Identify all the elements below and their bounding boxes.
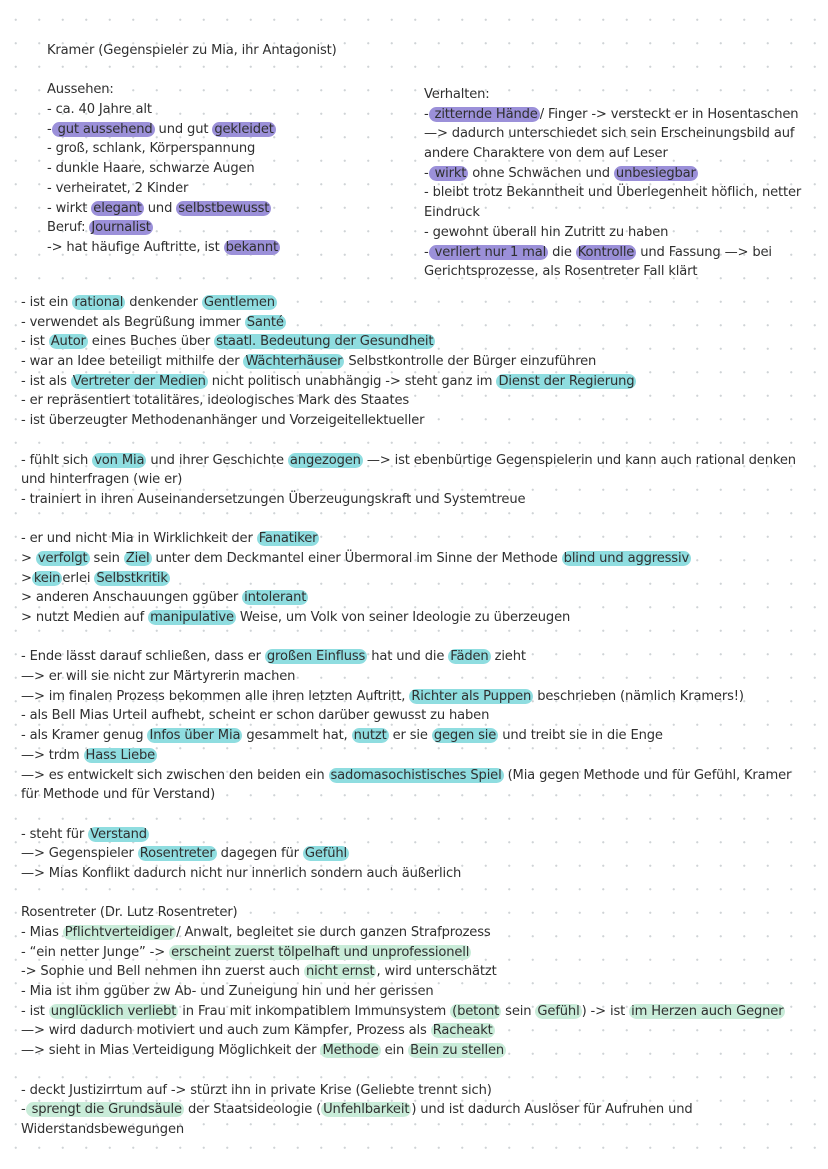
- note-text: - Ende lässt darauf schließen, dass er: [21, 649, 265, 665]
- highlighted-text: manipulative: [150, 610, 234, 625]
- highlighted-text: blind und aggressiv: [563, 550, 690, 566]
- verhalten-item: [424, 262, 801, 282]
- highlighted-text: intolerant: [244, 590, 307, 606]
- note-line: [21, 1002, 811, 1022]
- note-text: -: [424, 106, 429, 122]
- note-text: - “ein netter Junge” ->: [21, 944, 170, 960]
- note-text: / Finger -> versteckt er in Hosentaschen: [539, 106, 799, 122]
- highlighted-text: Bein zu stellen: [410, 1043, 505, 1059]
- note-text: - als Kramer genug: [21, 728, 148, 744]
- note-text: in Frau mit inkompatiblem Immunsystem: [178, 1003, 451, 1019]
- note-text: —> Mias Konflikt dadurch nicht nur innerlich sondern auch äußerlich: [21, 865, 462, 881]
- note-text: —> Gegenspieler: [21, 846, 138, 862]
- note-line: [21, 766, 811, 786]
- note-line: [21, 490, 811, 510]
- note-text: —> wird dadurch motiviert und auch zum Kämpfer, Prozess als: [21, 1023, 431, 1039]
- highlighted-text: erscheint zuerst tölpelhaft und unprofessionell: [171, 944, 470, 960]
- note-text: dagegen für: [216, 846, 303, 862]
- note-text: und: [143, 200, 177, 216]
- note-text: >: [21, 570, 32, 586]
- note-text: und ihrer Geschichte: [146, 452, 288, 468]
- note-line: [21, 785, 811, 805]
- verhalten-item: [424, 223, 801, 243]
- header-block: [47, 41, 337, 258]
- note-line: [21, 451, 811, 471]
- highlighted-text: nicht ernst: [305, 964, 375, 980]
- note-text: - deckt Justizirrtum auf -> stürzt ihn in private Krise (Geliebte trennt sich): [21, 1082, 492, 1098]
- note-text: Gerichtsprozesse, als Rosentreter Fall klärt: [424, 264, 698, 280]
- note-line: [21, 687, 811, 707]
- note-line: [21, 569, 811, 589]
- highlighted-text: selbstbewusst: [178, 200, 270, 216]
- note-text: -: [47, 121, 52, 137]
- note-line: [21, 647, 811, 667]
- highlighted-text: Unfehlbarkeit: [323, 1102, 410, 1118]
- highlighted-text: sadomasochistisches Spiel: [330, 767, 502, 783]
- highlighted-text: Ziel: [125, 550, 150, 566]
- aussehen-item: [47, 120, 337, 140]
- highlighted-text: Rosentreter: [139, 846, 215, 862]
- blank-line: [21, 628, 811, 648]
- highlighted-text: rational: [74, 295, 124, 310]
- note-text: - als Bell Mias Urteil aufhebt, scheint er schon darüber gewusst zu haben: [21, 708, 490, 724]
- note-text: - verheiratet, 2 Kinder: [47, 180, 189, 196]
- note-text: - ist als: [21, 373, 71, 389]
- note-text: zieht: [490, 649, 526, 665]
- note-text: - Mia ist ihm ggüber zw Ab- und Zuneigung hin und her gerissen: [21, 984, 434, 1000]
- note-text: und Fassung —> bei: [636, 244, 772, 260]
- note-text: —> es entwickelt sich zwischen den beiden ein: [21, 767, 329, 783]
- note-text: für Methode und für Verstand): [21, 787, 216, 803]
- aussehen-heading: Aussehen:: [47, 82, 114, 98]
- note-line: [21, 923, 811, 943]
- note-text: Widerstandsbewegungen: [21, 1121, 185, 1137]
- note-text: -: [424, 244, 429, 260]
- verhalten-item: [424, 243, 801, 263]
- note-text: sein: [89, 550, 124, 566]
- note-text: Eindruck: [424, 205, 480, 221]
- note-text: -: [21, 1102, 26, 1118]
- verhalten-item: [424, 144, 801, 164]
- note-text: - steht für: [21, 826, 89, 842]
- note-line: [21, 962, 811, 982]
- note-text: eines Buches über: [87, 334, 215, 350]
- highlighted-text: wirkt: [430, 165, 467, 181]
- highlighted-text: Autor: [50, 334, 86, 350]
- note-text: - ist: [21, 1003, 49, 1019]
- note-text: - ist überzeugter Methodenanhänger und Vorzeigeitellektueller: [21, 413, 425, 429]
- note-line: [21, 982, 811, 1002]
- note-text: > nutzt Medien auf: [21, 610, 149, 625]
- note-line: [21, 1041, 811, 1061]
- note-text: -> hat häufige Auftritte, ist: [47, 239, 224, 255]
- note-text: (Mia gegen Methode und für Gefühl, Kramer: [503, 767, 792, 783]
- highlighted-text: Richter als Puppen: [411, 688, 532, 704]
- highlighted-text: gut aussehend: [53, 121, 153, 137]
- note-line: [21, 411, 811, 431]
- note-text: / Anwalt, begleitet sie durch ganzen Strafprozess: [176, 925, 491, 940]
- note-line: [21, 1100, 811, 1120]
- note-text: hat und die: [367, 649, 449, 665]
- highlighted-text: Selbstkritik: [96, 570, 168, 586]
- highlighted-text: Fäden: [450, 649, 489, 665]
- note-text: - ca. 40 Jahre alt: [47, 102, 152, 118]
- note-text: - dunkle Haare, schwarze Augen: [47, 161, 255, 177]
- note-text: Selbstkontrolle der Bürger einzuführen: [344, 354, 597, 370]
- note-text: —> trdm: [21, 747, 84, 763]
- note-line: [21, 864, 811, 884]
- note-text: —> ist ebenbürtige Gegenspielerin und kann auch rational denken: [362, 452, 796, 468]
- highlighted-text: gegen sie: [433, 728, 497, 744]
- note-text: ) -> ist: [581, 1003, 630, 1019]
- highlighted-text: Fanatiker: [258, 531, 318, 547]
- highlighted-text: unglücklich verliebt: [50, 1003, 177, 1019]
- note-text: erlei: [62, 570, 95, 586]
- note-text: und treibt sie in die Enge: [498, 728, 663, 744]
- note-line: [21, 706, 811, 726]
- highlighted-text: staatl. Bedeutung der Gesundheit: [216, 334, 434, 350]
- note-text: , wird unterschätzt: [376, 964, 497, 980]
- note-text: —> er will sie nicht zur Märtyrerin machen: [21, 669, 296, 685]
- blank-line: [21, 884, 811, 904]
- note-text: —> sieht in Mias Verteidigung Möglichkeit der: [21, 1043, 321, 1059]
- note-text: Beruf:: [47, 220, 90, 236]
- aussehen-item: [47, 159, 337, 179]
- verhalten-item: [424, 183, 801, 203]
- note-text: denkender: [125, 295, 202, 310]
- note-text: andere Charaktere von dem auf Leser: [424, 146, 668, 162]
- verhalten-item: [424, 124, 801, 144]
- aussehen-item: [47, 179, 337, 199]
- note-text: —> im finalen Prozess bekommen alle ihren letzten Auftritt,: [21, 688, 410, 704]
- note-text: nicht politisch unabhängig -> steht ganz im: [207, 373, 497, 389]
- note-text: der Staatsideologie (: [183, 1102, 322, 1118]
- aussehen-item: [47, 218, 337, 238]
- note-line: [21, 667, 811, 687]
- highlighted-text: von Mia: [94, 452, 145, 468]
- highlighted-text: zitternde Hände: [430, 106, 538, 122]
- highlighted-text: Methode: [322, 1043, 379, 1059]
- highlighted-text: Journalist: [91, 220, 151, 236]
- note-text: -> Sophie und Bell nehmen ihn zuerst auch: [21, 964, 304, 980]
- note-line: [21, 746, 811, 766]
- blank-line: [21, 805, 811, 825]
- aussehen-item: [47, 238, 337, 258]
- highlighted-text: nutzt: [353, 728, 387, 744]
- note-text: - ist ein: [21, 295, 73, 310]
- highlighted-text: Pflichtverteidiger: [64, 925, 175, 940]
- note-line: [21, 549, 811, 569]
- aussehen-item: [47, 100, 337, 120]
- note-text: ohne Schwächen und: [468, 165, 614, 181]
- highlighted-text: sprengt die Grundsäule: [27, 1102, 182, 1118]
- note-line: [21, 332, 811, 352]
- note-text: - fühlt sich: [21, 452, 93, 468]
- highlighted-text: Dienst der Regierung: [498, 373, 635, 389]
- note-text: gesammelt hat,: [242, 728, 352, 744]
- highlighted-text: Vertreter der Medien: [72, 373, 206, 389]
- note-text: - verwendet als Begrüßung immer: [21, 314, 245, 330]
- note-line: [21, 1021, 811, 1041]
- note-text: die: [548, 244, 576, 260]
- note-line: [21, 943, 811, 963]
- note-line: [21, 313, 811, 333]
- note-line: [21, 608, 811, 628]
- highlighted-text: großen Einfluss: [266, 649, 366, 665]
- note-text: - ist: [21, 334, 49, 350]
- highlighted-text: Kontrolle: [577, 244, 635, 260]
- note-text: - bleibt trotz Bekanntheit und Überlegenheit höflich, netter: [424, 185, 802, 201]
- note-text: > anderen Anschauungen ggüber: [21, 590, 243, 606]
- blank-line: [21, 1061, 811, 1081]
- aussehen-item: [47, 139, 337, 159]
- highlighted-text: Hass Liebe: [85, 747, 156, 763]
- highlighted-text: Gefühl: [304, 846, 348, 862]
- verhalten-block: [424, 85, 801, 282]
- note-text: ) und ist dadurch Auslöser für Aufruhen und: [411, 1102, 693, 1118]
- aussehen-item: [47, 199, 337, 219]
- highlighted-text: im Herzen auch Gegner: [631, 1003, 784, 1019]
- note-text: - er repräsentiert totalitäres, ideologisches Mark des Staates: [21, 393, 410, 409]
- note-line: [21, 391, 811, 411]
- verhalten-item: [424, 164, 801, 184]
- highlighted-text: gekleidet: [214, 121, 274, 137]
- highlighted-text: Gentlemen: [203, 295, 275, 310]
- note-line: [21, 1081, 811, 1101]
- note-line: [21, 470, 811, 490]
- highlighted-text: Wächterhäuser: [245, 354, 343, 370]
- highlighted-text: (betont: [452, 1003, 500, 1019]
- note-text: -: [424, 165, 429, 181]
- note-line: [21, 588, 811, 608]
- highlighted-text: elegant: [93, 200, 142, 216]
- note-text: und hinterfragen (wie er): [21, 472, 183, 488]
- note-text: - er und nicht Mia in Wirklichkeit der: [21, 531, 257, 547]
- verhalten-item: [424, 203, 801, 223]
- note-text: - groß, schlank, Körperspannung: [47, 141, 256, 157]
- note-text: - war an Idee beteiligt mithilfe der: [21, 354, 244, 370]
- note-line: [21, 293, 811, 313]
- verhalten-list: [424, 105, 801, 282]
- highlighted-text: Santé: [246, 314, 284, 330]
- highlighted-text: Gefühl: [537, 1003, 580, 1019]
- note-text: - trainiert in ihren Auseinandersetzungen Überzeugungskraft und Systemtreue: [21, 491, 526, 507]
- highlighted-text: angezogen: [289, 452, 361, 468]
- page-title: Kramer (Gegenspieler zu Mia, ihr Antagonist): [47, 43, 337, 58]
- highlighted-text: Racheakt: [432, 1023, 493, 1039]
- highlighted-text: unbesiegbar: [615, 165, 696, 181]
- highlighted-text: bekannt: [225, 239, 279, 255]
- highlighted-text: verliert nur 1 mal: [430, 244, 547, 260]
- note-text: er sie: [388, 728, 432, 744]
- note-text: unter dem Deckmantel einer Übermoral im Sinne der Methode: [151, 550, 562, 566]
- note-text: —> dadurch unterschiedet sich sein Erscheinungsbild auf: [424, 126, 795, 142]
- note-text: - gewohnt überall hin Zutritt zu haben: [424, 224, 669, 240]
- note-text: >: [21, 550, 36, 566]
- verhalten-heading: Verhalten:: [424, 87, 490, 102]
- note-line: [21, 726, 811, 746]
- note-text: Weise, um Volk von seiner Ideologie zu überzeugen: [235, 610, 571, 625]
- highlighted-text: Verstand: [90, 826, 147, 842]
- main-notes: [21, 293, 811, 1140]
- verhalten-item: [424, 105, 801, 125]
- note-line: [21, 529, 811, 549]
- blank-line: [21, 431, 811, 451]
- aussehen-list: [47, 100, 337, 258]
- note-line: [21, 825, 811, 845]
- highlighted-text: verfolgt: [37, 550, 88, 566]
- note-text: beschrieben (nämlich Kramers!): [533, 688, 744, 704]
- highlighted-text: Infos über Mia: [149, 728, 241, 744]
- note-line: [21, 903, 811, 923]
- note-text: und gut: [154, 121, 213, 137]
- note-text: - Mias: [21, 925, 63, 940]
- note-line: [21, 352, 811, 372]
- note-text: sein: [501, 1003, 536, 1019]
- note-line: [21, 844, 811, 864]
- note-text: - wirkt: [47, 200, 92, 216]
- highlighted-text: kein: [33, 570, 61, 586]
- note-text: ein: [380, 1043, 409, 1059]
- note-line: [21, 372, 811, 392]
- note-text: Rosentreter (Dr. Lutz Rosentreter): [21, 905, 238, 921]
- note-line: [21, 1120, 811, 1140]
- blank-line: [21, 510, 811, 530]
